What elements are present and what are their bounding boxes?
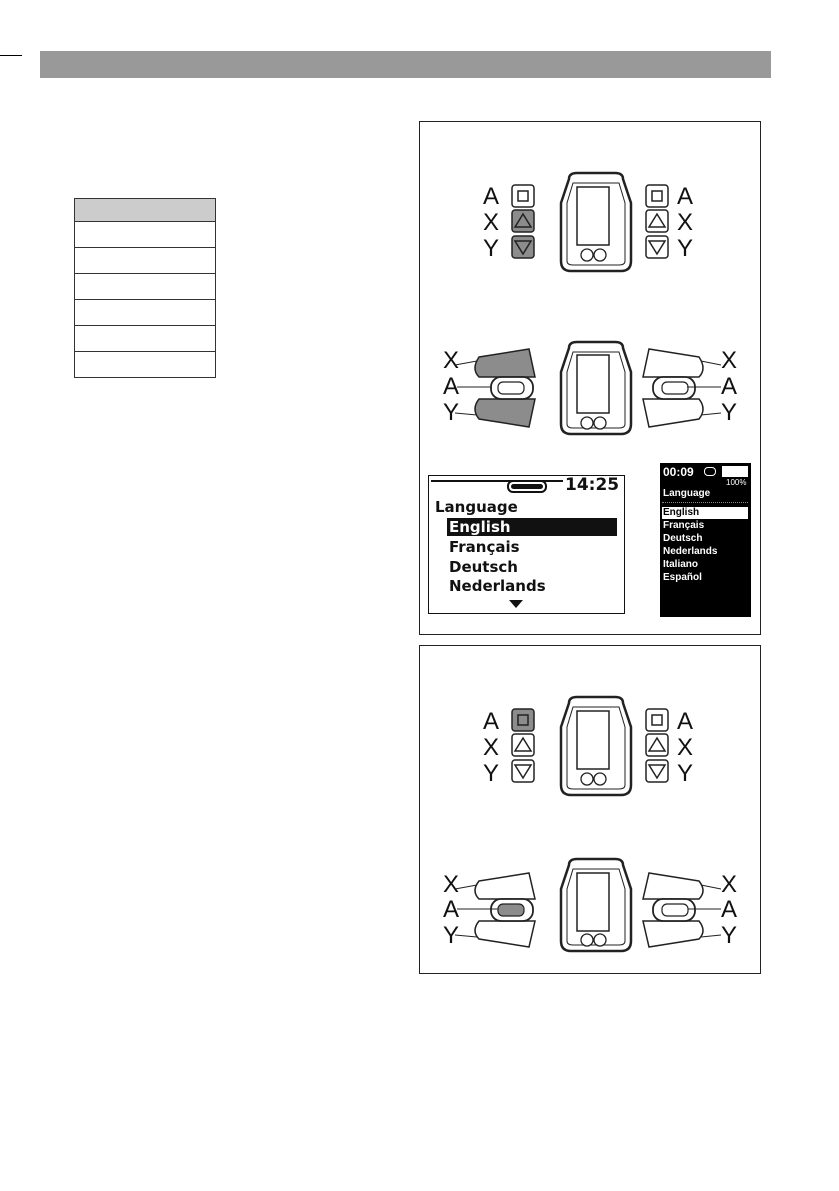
left-remote — [443, 347, 535, 427]
battery-icon — [722, 466, 748, 477]
menu-item[interactable]: Nederlands — [449, 577, 546, 595]
remote-button-y[interactable] — [475, 921, 535, 947]
left-button-pad — [483, 183, 534, 262]
menu-title: Language — [435, 498, 518, 516]
remote-button-x[interactable] — [643, 349, 703, 377]
settings-table — [74, 198, 216, 378]
menu-item[interactable]: Français — [449, 538, 520, 556]
label-a: A — [443, 896, 460, 923]
remote-button-x[interactable] — [643, 873, 703, 899]
right-remote — [643, 347, 737, 427]
menu-item-selected[interactable]: English — [662, 507, 748, 519]
table-cell — [75, 274, 216, 300]
left-button-pad — [483, 708, 534, 787]
table-row — [75, 300, 216, 326]
display-screen — [577, 873, 609, 931]
label-x: X — [443, 871, 460, 898]
button-a[interactable] — [512, 185, 534, 207]
clock-time: 14:25 — [565, 475, 620, 495]
label-a: A — [443, 373, 460, 400]
table-header-row — [75, 199, 216, 222]
menu-item[interactable]: Español — [663, 572, 702, 583]
display-unit — [561, 859, 631, 951]
table-row — [75, 326, 216, 352]
light-icon — [594, 249, 606, 261]
power-icon — [581, 417, 593, 429]
table-cell — [75, 248, 216, 274]
remote-button-a-highlighted[interactable] — [498, 904, 524, 916]
table-row — [75, 222, 216, 248]
clock-time: 00:09 — [663, 465, 694, 479]
label-a: A — [677, 708, 694, 735]
light-icon — [594, 773, 606, 785]
menu-item[interactable]: Deutsch — [663, 533, 703, 544]
label-x: X — [721, 347, 738, 374]
menu-title: Language — [663, 488, 711, 499]
power-icon — [581, 934, 593, 946]
left-remote — [443, 871, 535, 949]
power-icon — [581, 773, 593, 785]
remote-button-x-highlighted[interactable] — [475, 349, 535, 377]
light-icon — [594, 417, 606, 429]
display-unit — [561, 697, 631, 795]
display-screen — [577, 711, 609, 769]
button-a[interactable] — [646, 709, 668, 731]
label-a: A — [721, 896, 738, 923]
table-row — [75, 274, 216, 300]
label-x: X — [443, 347, 460, 374]
label-y: Y — [721, 922, 738, 949]
label-a: A — [483, 708, 500, 735]
right-remote — [643, 871, 737, 949]
label-x: X — [721, 871, 738, 898]
color-display-screen — [660, 463, 751, 617]
light-icon — [594, 934, 606, 946]
table-cell — [75, 352, 216, 378]
label-y: Y — [677, 235, 694, 262]
menu-item[interactable]: Français — [663, 520, 705, 531]
figure-confirm-diagram — [419, 645, 760, 973]
label-y: Y — [443, 399, 460, 426]
menu-item[interactable]: Italiano — [663, 559, 699, 570]
label-a: A — [483, 183, 500, 210]
label-x: X — [483, 734, 500, 761]
label-y: Y — [721, 399, 738, 426]
battery-icon — [507, 480, 547, 493]
right-button-pad — [646, 708, 693, 787]
figure-navigate-diagram — [419, 121, 760, 461]
label-y: Y — [677, 760, 694, 787]
display-unit — [561, 342, 631, 434]
label-a: A — [677, 183, 694, 210]
light-status-icon — [704, 467, 716, 476]
label-x: X — [483, 209, 500, 236]
title-divider — [662, 502, 748, 503]
scroll-down-icon[interactable] — [509, 600, 523, 608]
table-row — [75, 352, 216, 378]
label-y: Y — [483, 760, 500, 787]
label-a: A — [721, 373, 738, 400]
label-y: Y — [443, 922, 460, 949]
label-y: Y — [483, 235, 500, 262]
menu-item[interactable]: Nederlands — [663, 546, 718, 557]
menu-item[interactable]: Deutsch — [449, 558, 518, 576]
button-a-highlighted[interactable] — [512, 709, 534, 731]
table-cell — [75, 300, 216, 326]
table-cell — [75, 222, 216, 248]
display-screen — [577, 187, 609, 245]
power-icon — [581, 249, 593, 261]
menu-item-selected[interactable]: English — [447, 518, 617, 536]
section-header-bar — [40, 51, 771, 78]
remote-button-y-highlighted[interactable] — [475, 399, 535, 427]
mono-display-screen — [428, 475, 625, 614]
table-row — [75, 248, 216, 274]
remote-button-x[interactable] — [475, 873, 535, 899]
label-x: X — [677, 209, 694, 236]
display-unit — [561, 173, 631, 271]
display-screen — [577, 355, 609, 413]
margin-tick — [0, 55, 22, 56]
remote-button-y[interactable] — [643, 921, 703, 947]
right-button-pad — [646, 183, 693, 262]
battery-percent: 100% — [726, 478, 747, 487]
remote-button-y[interactable] — [643, 399, 703, 427]
label-x: X — [677, 734, 694, 761]
button-a[interactable] — [646, 185, 668, 207]
table-cell — [75, 326, 216, 352]
table-header-cell — [75, 199, 216, 222]
